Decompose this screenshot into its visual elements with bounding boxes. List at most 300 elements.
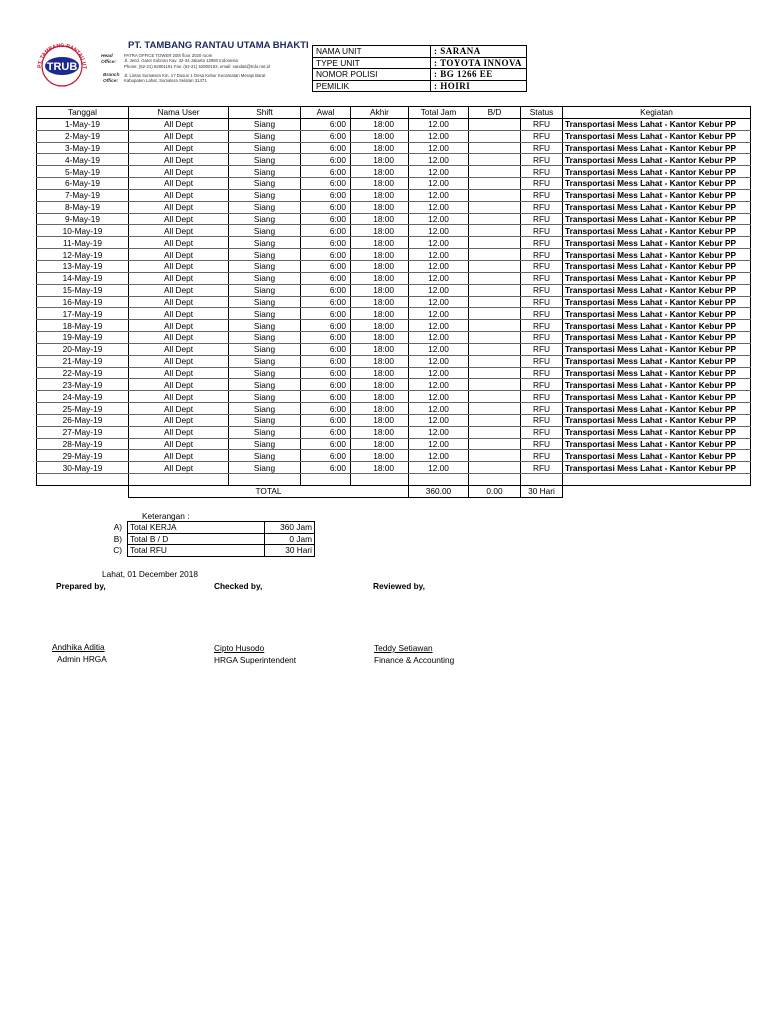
total-status: 30 Hari [521, 486, 563, 498]
cell-awal: 6:00 [301, 154, 351, 166]
cell-shift: Siang [229, 391, 301, 403]
checked-by-label: Checked by, [214, 581, 263, 591]
table-row [37, 225, 751, 237]
cell-tanggal: 18-May-19 [37, 320, 129, 332]
cell-total-jam: 12.00 [409, 414, 469, 426]
cell-tanggal: 28-May-19 [37, 438, 129, 450]
column-header-tanggal: Tanggal [37, 107, 129, 119]
cell-shift: Siang [229, 462, 301, 474]
cell-status: RFU [521, 450, 563, 462]
table-row [37, 213, 751, 225]
table-row [37, 438, 751, 450]
prepared-by-label: Prepared by, [56, 581, 106, 591]
keterangan-table [127, 521, 315, 557]
cell-awal: 6:00 [301, 450, 351, 462]
keterangan-value: 0 Jam [265, 533, 315, 545]
column-header-akhir: Akhir [351, 107, 409, 119]
cell-awal: 6:00 [301, 260, 351, 272]
table-row [37, 272, 751, 284]
table-row [37, 154, 751, 166]
cell-shift: Siang [229, 249, 301, 261]
cell-akhir: 18:00 [351, 403, 409, 415]
cell-awal: 6:00 [301, 142, 351, 154]
cell-bd [469, 178, 521, 190]
cell-awal: 6:00 [301, 284, 351, 296]
table-row [37, 426, 751, 438]
cell-total-jam: 12.00 [409, 272, 469, 284]
table-row [37, 379, 751, 391]
cell-nama-user: All Dept [129, 260, 229, 272]
cell-awal: 6:00 [301, 118, 351, 130]
cell-total-jam: 12.00 [409, 249, 469, 261]
cell-total-jam: 12.00 [409, 237, 469, 249]
cell-tanggal: 23-May-19 [37, 379, 129, 391]
cell-status: RFU [521, 367, 563, 379]
cell-tanggal: 6-May-19 [37, 178, 129, 190]
cell-awal: 6:00 [301, 332, 351, 344]
cell-tanggal: 1-May-19 [37, 118, 129, 130]
table-row [37, 260, 751, 272]
cell-nama-user: All Dept [129, 320, 229, 332]
head-office-address [124, 53, 270, 69]
cell-status: RFU [521, 438, 563, 450]
cell-total-jam: 12.00 [409, 426, 469, 438]
cell-awal: 6:00 [301, 355, 351, 367]
cell-nama-user: All Dept [129, 130, 229, 142]
keterangan-row [128, 545, 315, 557]
cell-nama-user: All Dept [129, 450, 229, 462]
cell-akhir: 18:00 [351, 367, 409, 379]
cell-kegiatan: Transportasi Mess Lahat - Kantor Kebur PP [563, 201, 751, 213]
table-header-row [37, 107, 751, 119]
cell-akhir: 18:00 [351, 332, 409, 344]
cell-total-jam: 12.00 [409, 379, 469, 391]
cell-akhir: 18:00 [351, 284, 409, 296]
cell-nama-user: All Dept [129, 189, 229, 201]
cell-shift: Siang [229, 320, 301, 332]
cell-awal: 6:00 [301, 367, 351, 379]
cell-akhir: 18:00 [351, 213, 409, 225]
cell-total-jam: 12.00 [409, 332, 469, 344]
cell-shift: Siang [229, 367, 301, 379]
cell-awal: 6:00 [301, 213, 351, 225]
cell-total-jam: 12.00 [409, 320, 469, 332]
cell-bd [469, 284, 521, 296]
cell-tanggal: 4-May-19 [37, 154, 129, 166]
column-header-total-jam: Total Jam [409, 107, 469, 119]
cell-kegiatan: Transportasi Mess Lahat - Kantor Kebur PP [563, 154, 751, 166]
cell-status: RFU [521, 343, 563, 355]
cell-kegiatan: Transportasi Mess Lahat - Kantor Kebur PP [563, 438, 751, 450]
cell-total-jam: 12.00 [409, 213, 469, 225]
keterangan-value: 360 Jam [265, 522, 315, 534]
branch-office-line: Kabupaten Lahat, Sumatera Selatan 31471 [124, 78, 207, 84]
cell-awal: 6:00 [301, 189, 351, 201]
cell-nama-user: All Dept [129, 296, 229, 308]
cell-shift: Siang [229, 130, 301, 142]
cell-status: RFU [521, 391, 563, 403]
cell-akhir: 18:00 [351, 189, 409, 201]
activity-table [36, 106, 751, 498]
cell-bd [469, 320, 521, 332]
cell-akhir: 18:00 [351, 355, 409, 367]
head-office-line: PATRA OFFICE TOWER 20th floor 2020 room [124, 53, 213, 58]
table-row [37, 237, 751, 249]
keterangan-letter: A) [113, 522, 122, 532]
cell-shift: Siang [229, 154, 301, 166]
cell-nama-user: All Dept [129, 237, 229, 249]
table-row [37, 249, 751, 261]
cell-nama-user: All Dept [129, 178, 229, 190]
logo-text: TRUB [46, 61, 78, 73]
logo-ring-text: PT. TAMBANG RANTAU UT [36, 42, 88, 69]
cell-bd [469, 201, 521, 213]
signatory-title-reviewed: Finance & Accounting [374, 655, 455, 665]
cell-kegiatan: Transportasi Mess Lahat - Kantor Kebur PP [563, 414, 751, 426]
unit-info-row [313, 57, 527, 69]
keterangan-row [128, 533, 315, 545]
cell-bd [469, 462, 521, 474]
cell-bd [469, 272, 521, 284]
cell-total-jam: 12.00 [409, 142, 469, 154]
cell-tanggal: 29-May-19 [37, 450, 129, 462]
company-name: PT. TAMBANG RANTAU UTAMA BHAKTI [128, 40, 309, 51]
cell-nama-user: All Dept [129, 391, 229, 403]
table-row [37, 189, 751, 201]
cell-bd [469, 403, 521, 415]
cell-status: RFU [521, 237, 563, 249]
cell-status: RFU [521, 154, 563, 166]
table-row [37, 332, 751, 344]
cell-total-jam: 12.00 [409, 284, 469, 296]
head-office-line: Phone: (62-21) 52901191 Fax: (62-21) 52900183, email: sandati@trdo.net.id [124, 63, 270, 69]
cell-kegiatan: Transportasi Mess Lahat - Kantor Kebur PP [563, 426, 751, 438]
cell-status: RFU [521, 332, 563, 344]
cell-total-jam: 12.00 [409, 355, 469, 367]
cell-bd [469, 391, 521, 403]
cell-bd [469, 308, 521, 320]
cell-tanggal: 10-May-19 [37, 225, 129, 237]
cell-kegiatan: Transportasi Mess Lahat - Kantor Kebur PP [563, 166, 751, 178]
cell-status: RFU [521, 189, 563, 201]
cell-shift: Siang [229, 225, 301, 237]
cell-akhir: 18:00 [351, 237, 409, 249]
cell-kegiatan: Transportasi Mess Lahat - Kantor Kebur PP [563, 367, 751, 379]
cell-akhir: 18:00 [351, 260, 409, 272]
cell-bd [469, 213, 521, 225]
cell-awal: 6:00 [301, 343, 351, 355]
cell-shift: Siang [229, 118, 301, 130]
cell-status: RFU [521, 284, 563, 296]
cell-status: RFU [521, 272, 563, 284]
cell-shift: Siang [229, 213, 301, 225]
cell-nama-user: All Dept [129, 166, 229, 178]
cell-total-jam: 12.00 [409, 154, 469, 166]
table-row [37, 201, 751, 213]
cell-akhir: 18:00 [351, 426, 409, 438]
cell-nama-user: All Dept [129, 213, 229, 225]
table-row [37, 391, 751, 403]
table-row [37, 142, 751, 154]
cell-akhir: 18:00 [351, 142, 409, 154]
cell-status: RFU [521, 201, 563, 213]
cell-nama-user: All Dept [129, 367, 229, 379]
cell-tanggal: 17-May-19 [37, 308, 129, 320]
cell-akhir: 18:00 [351, 450, 409, 462]
cell-total-jam: 12.00 [409, 260, 469, 272]
cell-tanggal: 20-May-19 [37, 343, 129, 355]
cell-akhir: 18:00 [351, 178, 409, 190]
cell-bd [469, 249, 521, 261]
cell-total-jam: 12.00 [409, 450, 469, 462]
cell-shift: Siang [229, 403, 301, 415]
column-header-nama-user: Nama User [129, 107, 229, 119]
cell-awal: 6:00 [301, 237, 351, 249]
signatory-name-prepared: Andhika Aditia [52, 642, 105, 652]
cell-kegiatan: Transportasi Mess Lahat - Kantor Kebur PP [563, 284, 751, 296]
cell-tanggal: 25-May-19 [37, 403, 129, 415]
cell-kegiatan: Transportasi Mess Lahat - Kantor Kebur PP [563, 272, 751, 284]
cell-awal: 6:00 [301, 414, 351, 426]
cell-nama-user: All Dept [129, 414, 229, 426]
cell-tanggal: 19-May-19 [37, 332, 129, 344]
cell-nama-user: All Dept [129, 426, 229, 438]
column-header-awal: Awal [301, 107, 351, 119]
cell-shift: Siang [229, 189, 301, 201]
cell-akhir: 18:00 [351, 272, 409, 284]
cell-status: RFU [521, 296, 563, 308]
cell-nama-user: All Dept [129, 142, 229, 154]
unit-info-label: PEMILIK [313, 80, 431, 92]
cell-shift: Siang [229, 272, 301, 284]
unit-info-label: NOMOR POLISI [313, 69, 431, 81]
cell-total-jam: 12.00 [409, 308, 469, 320]
table-row [37, 308, 751, 320]
signatory-title-prepared: Admin HRGA [57, 654, 107, 664]
table-row [37, 343, 751, 355]
cell-nama-user: All Dept [129, 225, 229, 237]
cell-bd [469, 166, 521, 178]
cell-shift: Siang [229, 332, 301, 344]
cell-akhir: 18:00 [351, 308, 409, 320]
table-row [37, 414, 751, 426]
cell-awal: 6:00 [301, 379, 351, 391]
cell-total-jam: 12.00 [409, 391, 469, 403]
cell-bd [469, 438, 521, 450]
column-header-kegiatan: Kegiatan [563, 107, 751, 119]
cell-awal: 6:00 [301, 438, 351, 450]
cell-awal: 6:00 [301, 308, 351, 320]
cell-total-jam: 12.00 [409, 367, 469, 379]
cell-akhir: 18:00 [351, 391, 409, 403]
cell-tanggal: 27-May-19 [37, 426, 129, 438]
cell-kegiatan: Transportasi Mess Lahat - Kantor Kebur PP [563, 332, 751, 344]
cell-shift: Siang [229, 237, 301, 249]
cell-total-jam: 12.00 [409, 403, 469, 415]
cell-kegiatan: Transportasi Mess Lahat - Kantor Kebur PP [563, 178, 751, 190]
column-header-bd: B/D [469, 107, 521, 119]
cell-nama-user: All Dept [129, 118, 229, 130]
cell-tanggal: 21-May-19 [37, 355, 129, 367]
cell-status: RFU [521, 118, 563, 130]
cell-kegiatan: Transportasi Mess Lahat - Kantor Kebur PP [563, 391, 751, 403]
cell-tanggal: 2-May-19 [37, 130, 129, 142]
table-row [37, 118, 751, 130]
cell-kegiatan: Transportasi Mess Lahat - Kantor Kebur PP [563, 213, 751, 225]
cell-shift: Siang [229, 201, 301, 213]
cell-kegiatan: Transportasi Mess Lahat - Kantor Kebur PP [563, 142, 751, 154]
cell-status: RFU [521, 142, 563, 154]
unit-info-value: : BG 1266 EE [431, 69, 527, 81]
cell-bd [469, 450, 521, 462]
total-bd: 0.00 [469, 486, 521, 498]
cell-status: RFU [521, 213, 563, 225]
cell-shift: Siang [229, 379, 301, 391]
unit-info-row [313, 80, 527, 92]
cell-status: RFU [521, 308, 563, 320]
cell-nama-user: All Dept [129, 379, 229, 391]
column-header-status: Status [521, 107, 563, 119]
unit-info-value: : HOIRI [431, 80, 527, 92]
cell-shift: Siang [229, 450, 301, 462]
cell-status: RFU [521, 130, 563, 142]
keterangan-label: Total RFU [128, 545, 265, 557]
cell-akhir: 18:00 [351, 130, 409, 142]
cell-awal: 6:00 [301, 249, 351, 261]
cell-kegiatan: Transportasi Mess Lahat - Kantor Kebur PP [563, 189, 751, 201]
cell-nama-user: All Dept [129, 201, 229, 213]
cell-kegiatan: Transportasi Mess Lahat - Kantor Kebur PP [563, 260, 751, 272]
cell-bd [469, 260, 521, 272]
cell-akhir: 18:00 [351, 320, 409, 332]
cell-bd [469, 426, 521, 438]
signatory-name-checked: Cipto Husodo [214, 643, 265, 653]
cell-akhir: 18:00 [351, 118, 409, 130]
cell-kegiatan: Transportasi Mess Lahat - Kantor Kebur PP [563, 343, 751, 355]
cell-bd [469, 130, 521, 142]
cell-status: RFU [521, 260, 563, 272]
cell-awal: 6:00 [301, 225, 351, 237]
cell-total-jam: 12.00 [409, 189, 469, 201]
signatory-name-reviewed: Teddy Setiawan [374, 643, 433, 653]
unit-info-row [313, 69, 527, 81]
cell-tanggal: 13-May-19 [37, 260, 129, 272]
branch-office-address [124, 73, 265, 84]
table-row [37, 462, 751, 474]
cell-shift: Siang [229, 142, 301, 154]
cell-tanggal: 30-May-19 [37, 462, 129, 474]
cell-status: RFU [521, 320, 563, 332]
cell-shift: Siang [229, 414, 301, 426]
table-row [37, 403, 751, 415]
cell-tanggal: 24-May-19 [37, 391, 129, 403]
cell-nama-user: All Dept [129, 355, 229, 367]
cell-nama-user: All Dept [129, 308, 229, 320]
table-row [37, 320, 751, 332]
cell-kegiatan: Transportasi Mess Lahat - Kantor Kebur PP [563, 118, 751, 130]
cell-bd [469, 367, 521, 379]
cell-bd [469, 154, 521, 166]
signatory-title-checked: HRGA Superintendent [214, 655, 297, 665]
place-date: Lahat, 01 December 2018 [102, 569, 198, 579]
cell-shift: Siang [229, 426, 301, 438]
cell-total-jam: 12.00 [409, 462, 469, 474]
cell-kegiatan: Transportasi Mess Lahat - Kantor Kebur PP [563, 379, 751, 391]
cell-status: RFU [521, 249, 563, 261]
cell-nama-user: All Dept [129, 332, 229, 344]
unit-info-row [313, 46, 527, 58]
cell-status: RFU [521, 462, 563, 474]
cell-bd [469, 379, 521, 391]
cell-status: RFU [521, 414, 563, 426]
cell-status: RFU [521, 225, 563, 237]
cell-tanggal: 26-May-19 [37, 414, 129, 426]
cell-kegiatan: Transportasi Mess Lahat - Kantor Kebur PP [563, 249, 751, 261]
cell-tanggal: 3-May-19 [37, 142, 129, 154]
cell-nama-user: All Dept [129, 462, 229, 474]
cell-total-jam: 12.00 [409, 438, 469, 450]
table-total-row [37, 486, 751, 498]
cell-kegiatan: Transportasi Mess Lahat - Kantor Kebur PP [563, 296, 751, 308]
cell-tanggal: 11-May-19 [37, 237, 129, 249]
cell-kegiatan: Transportasi Mess Lahat - Kantor Kebur PP [563, 355, 751, 367]
cell-kegiatan: Transportasi Mess Lahat - Kantor Kebur PP [563, 225, 751, 237]
table-row [37, 367, 751, 379]
cell-tanggal: 15-May-19 [37, 284, 129, 296]
table-row [37, 284, 751, 296]
cell-bd [469, 343, 521, 355]
column-header-shift: Shift [229, 107, 301, 119]
cell-tanggal: 7-May-19 [37, 189, 129, 201]
cell-shift: Siang [229, 438, 301, 450]
cell-shift: Siang [229, 284, 301, 296]
cell-bd [469, 142, 521, 154]
cell-akhir: 18:00 [351, 154, 409, 166]
cell-total-jam: 12.00 [409, 178, 469, 190]
cell-akhir: 18:00 [351, 201, 409, 213]
table-body [37, 118, 751, 473]
cell-bd [469, 237, 521, 249]
cell-status: RFU [521, 355, 563, 367]
cell-nama-user: All Dept [129, 403, 229, 415]
total-label: TOTAL [129, 486, 409, 498]
cell-akhir: 18:00 [351, 438, 409, 450]
cell-akhir: 18:00 [351, 462, 409, 474]
cell-awal: 6:00 [301, 426, 351, 438]
table-row [37, 166, 751, 178]
keterangan-letter: C) [113, 545, 122, 555]
cell-awal: 6:00 [301, 130, 351, 142]
cell-status: RFU [521, 178, 563, 190]
cell-nama-user: All Dept [129, 438, 229, 450]
cell-awal: 6:00 [301, 320, 351, 332]
cell-akhir: 18:00 [351, 296, 409, 308]
cell-shift: Siang [229, 343, 301, 355]
unit-info-label: NAMA UNIT [313, 46, 431, 58]
table-row [37, 130, 751, 142]
cell-akhir: 18:00 [351, 249, 409, 261]
cell-bd [469, 355, 521, 367]
cell-nama-user: All Dept [129, 284, 229, 296]
keterangan-row [128, 522, 315, 534]
keterangan-title: Keterangan : [142, 511, 190, 521]
cell-kegiatan: Transportasi Mess Lahat - Kantor Kebur PP [563, 308, 751, 320]
cell-nama-user: All Dept [129, 343, 229, 355]
cell-awal: 6:00 [301, 296, 351, 308]
cell-total-jam: 12.00 [409, 343, 469, 355]
table-blank-row [37, 474, 751, 486]
cell-shift: Siang [229, 308, 301, 320]
